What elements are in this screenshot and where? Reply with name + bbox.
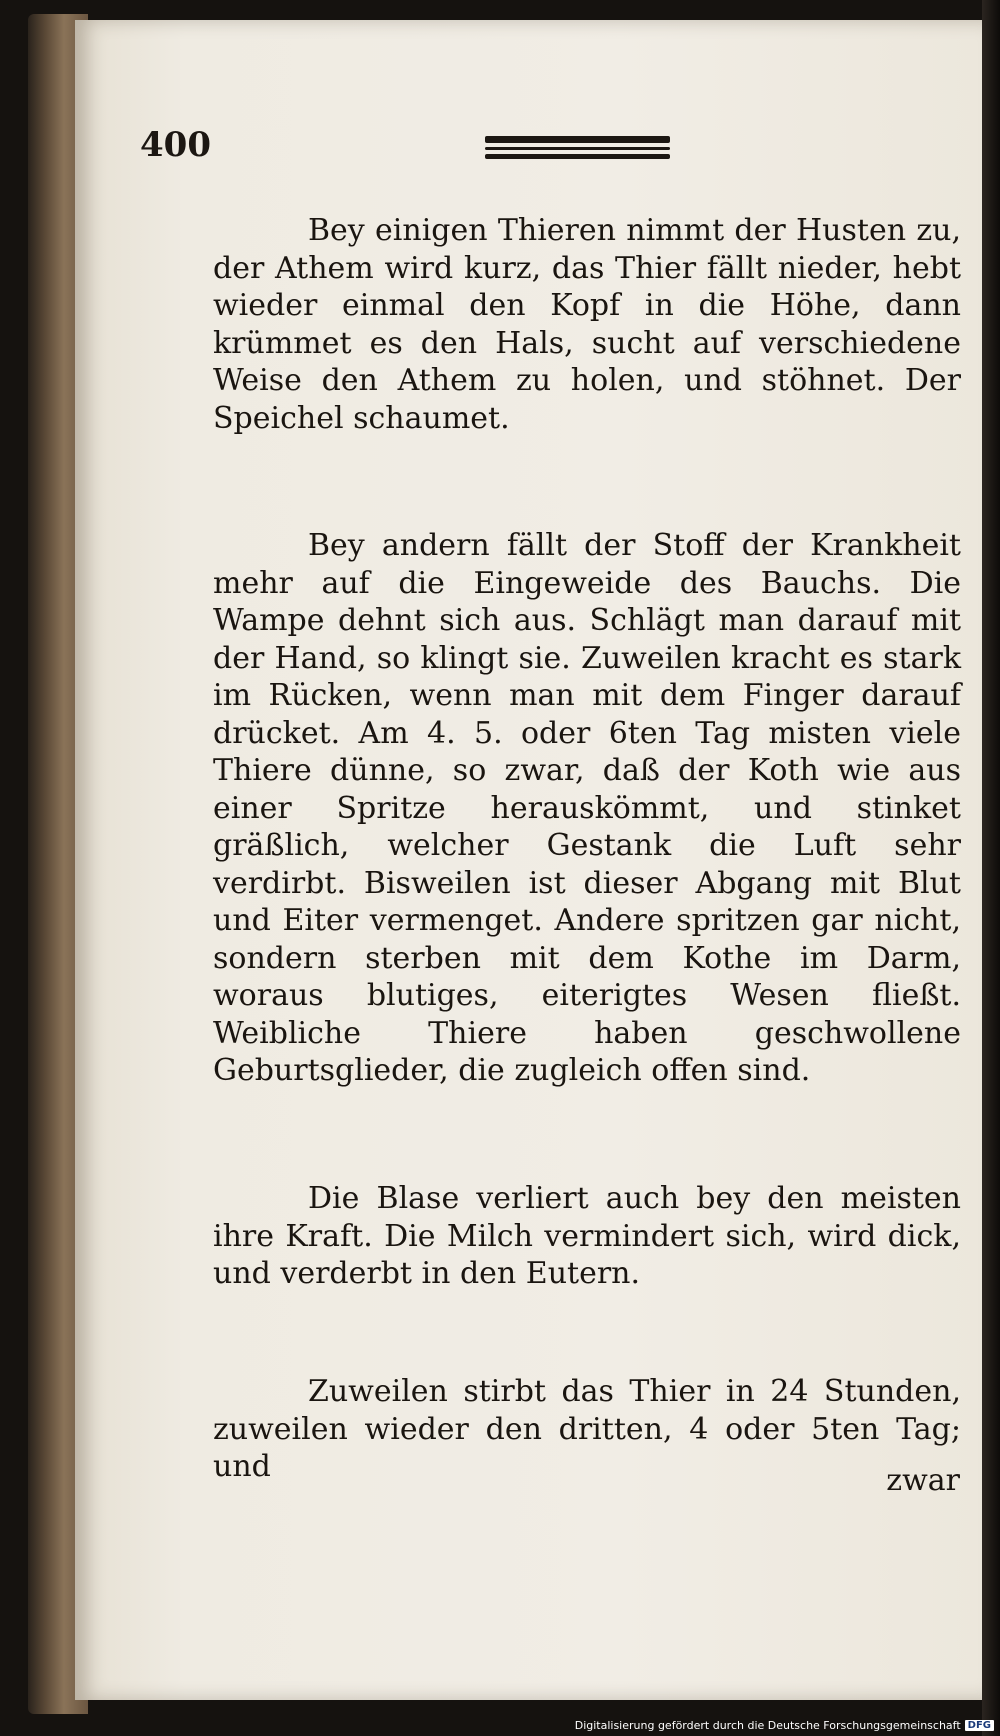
paragraph-2 [213,527,961,1090]
credit-text: Digitalisierung gefördert durch die Deutsche Forschungsgemeinschaft [574,1719,961,1732]
paragraph-1 [213,212,961,437]
paragraph-text: Die Blase verliert auch bey den meisten ihre Kraft. Die Milch vermindert sich, wird dick, und verderbt in den Eutern. [213,1181,961,1291]
paragraph-text: Bey andern fällt der Stoff der Krankheit mehr auf die Eingeweide des Bauchs. Die Wampe dehnt sich aus. Schlägt man darauf mit der Hand, so klingt sie. Zuweilen kracht es stark im Rücken, wenn man mit dem Finger darauf drücket. Am 4. 5. oder 6ten Tag misten viele Thiere dünne, so zwar, daß der Koth wie aus einer Spritze herauskömmt, und stinket gräßlich, welcher Gestank die Luft sehr verdirbt. Bisweilen ist dieser Abgang mit Blut und Eiter vermenget. Andere spritzen gar nicht, sondern sterben mit dem Kothe im Darm, woraus blutiges, eiterigtes Wesen fließt. Weibliche Thiere haben geschwollene Geburtsglieder, die zugleich offen sind. [213,528,961,1088]
paragraph-3 [213,1180,961,1293]
dfg-logo: DFG [965,1720,994,1731]
paragraph-4 [213,1373,961,1486]
paragraph-text: Zuweilen stirbt das Thier in 24 Stunden, zuweilen wieder den dritten, 4 oder 5ten Tag; und [213,1374,961,1484]
page-number: 400 [140,125,211,165]
paragraph-text: Bey einigen Thieren nimmt der Husten zu, der Athem wird kurz, das Thier fällt nieder, hebt wieder einmal den Kopf in die Höhe, dann krümmet es den Hals, sucht auf verschiedene Weise den Athem zu holen, und stöhnet. Der Speichel schaumet. [213,213,961,436]
digitization-credit [575,1719,994,1732]
header-ornament [485,136,670,162]
scan-right-border [982,0,1000,1736]
catchword: zwar [886,1463,960,1498]
